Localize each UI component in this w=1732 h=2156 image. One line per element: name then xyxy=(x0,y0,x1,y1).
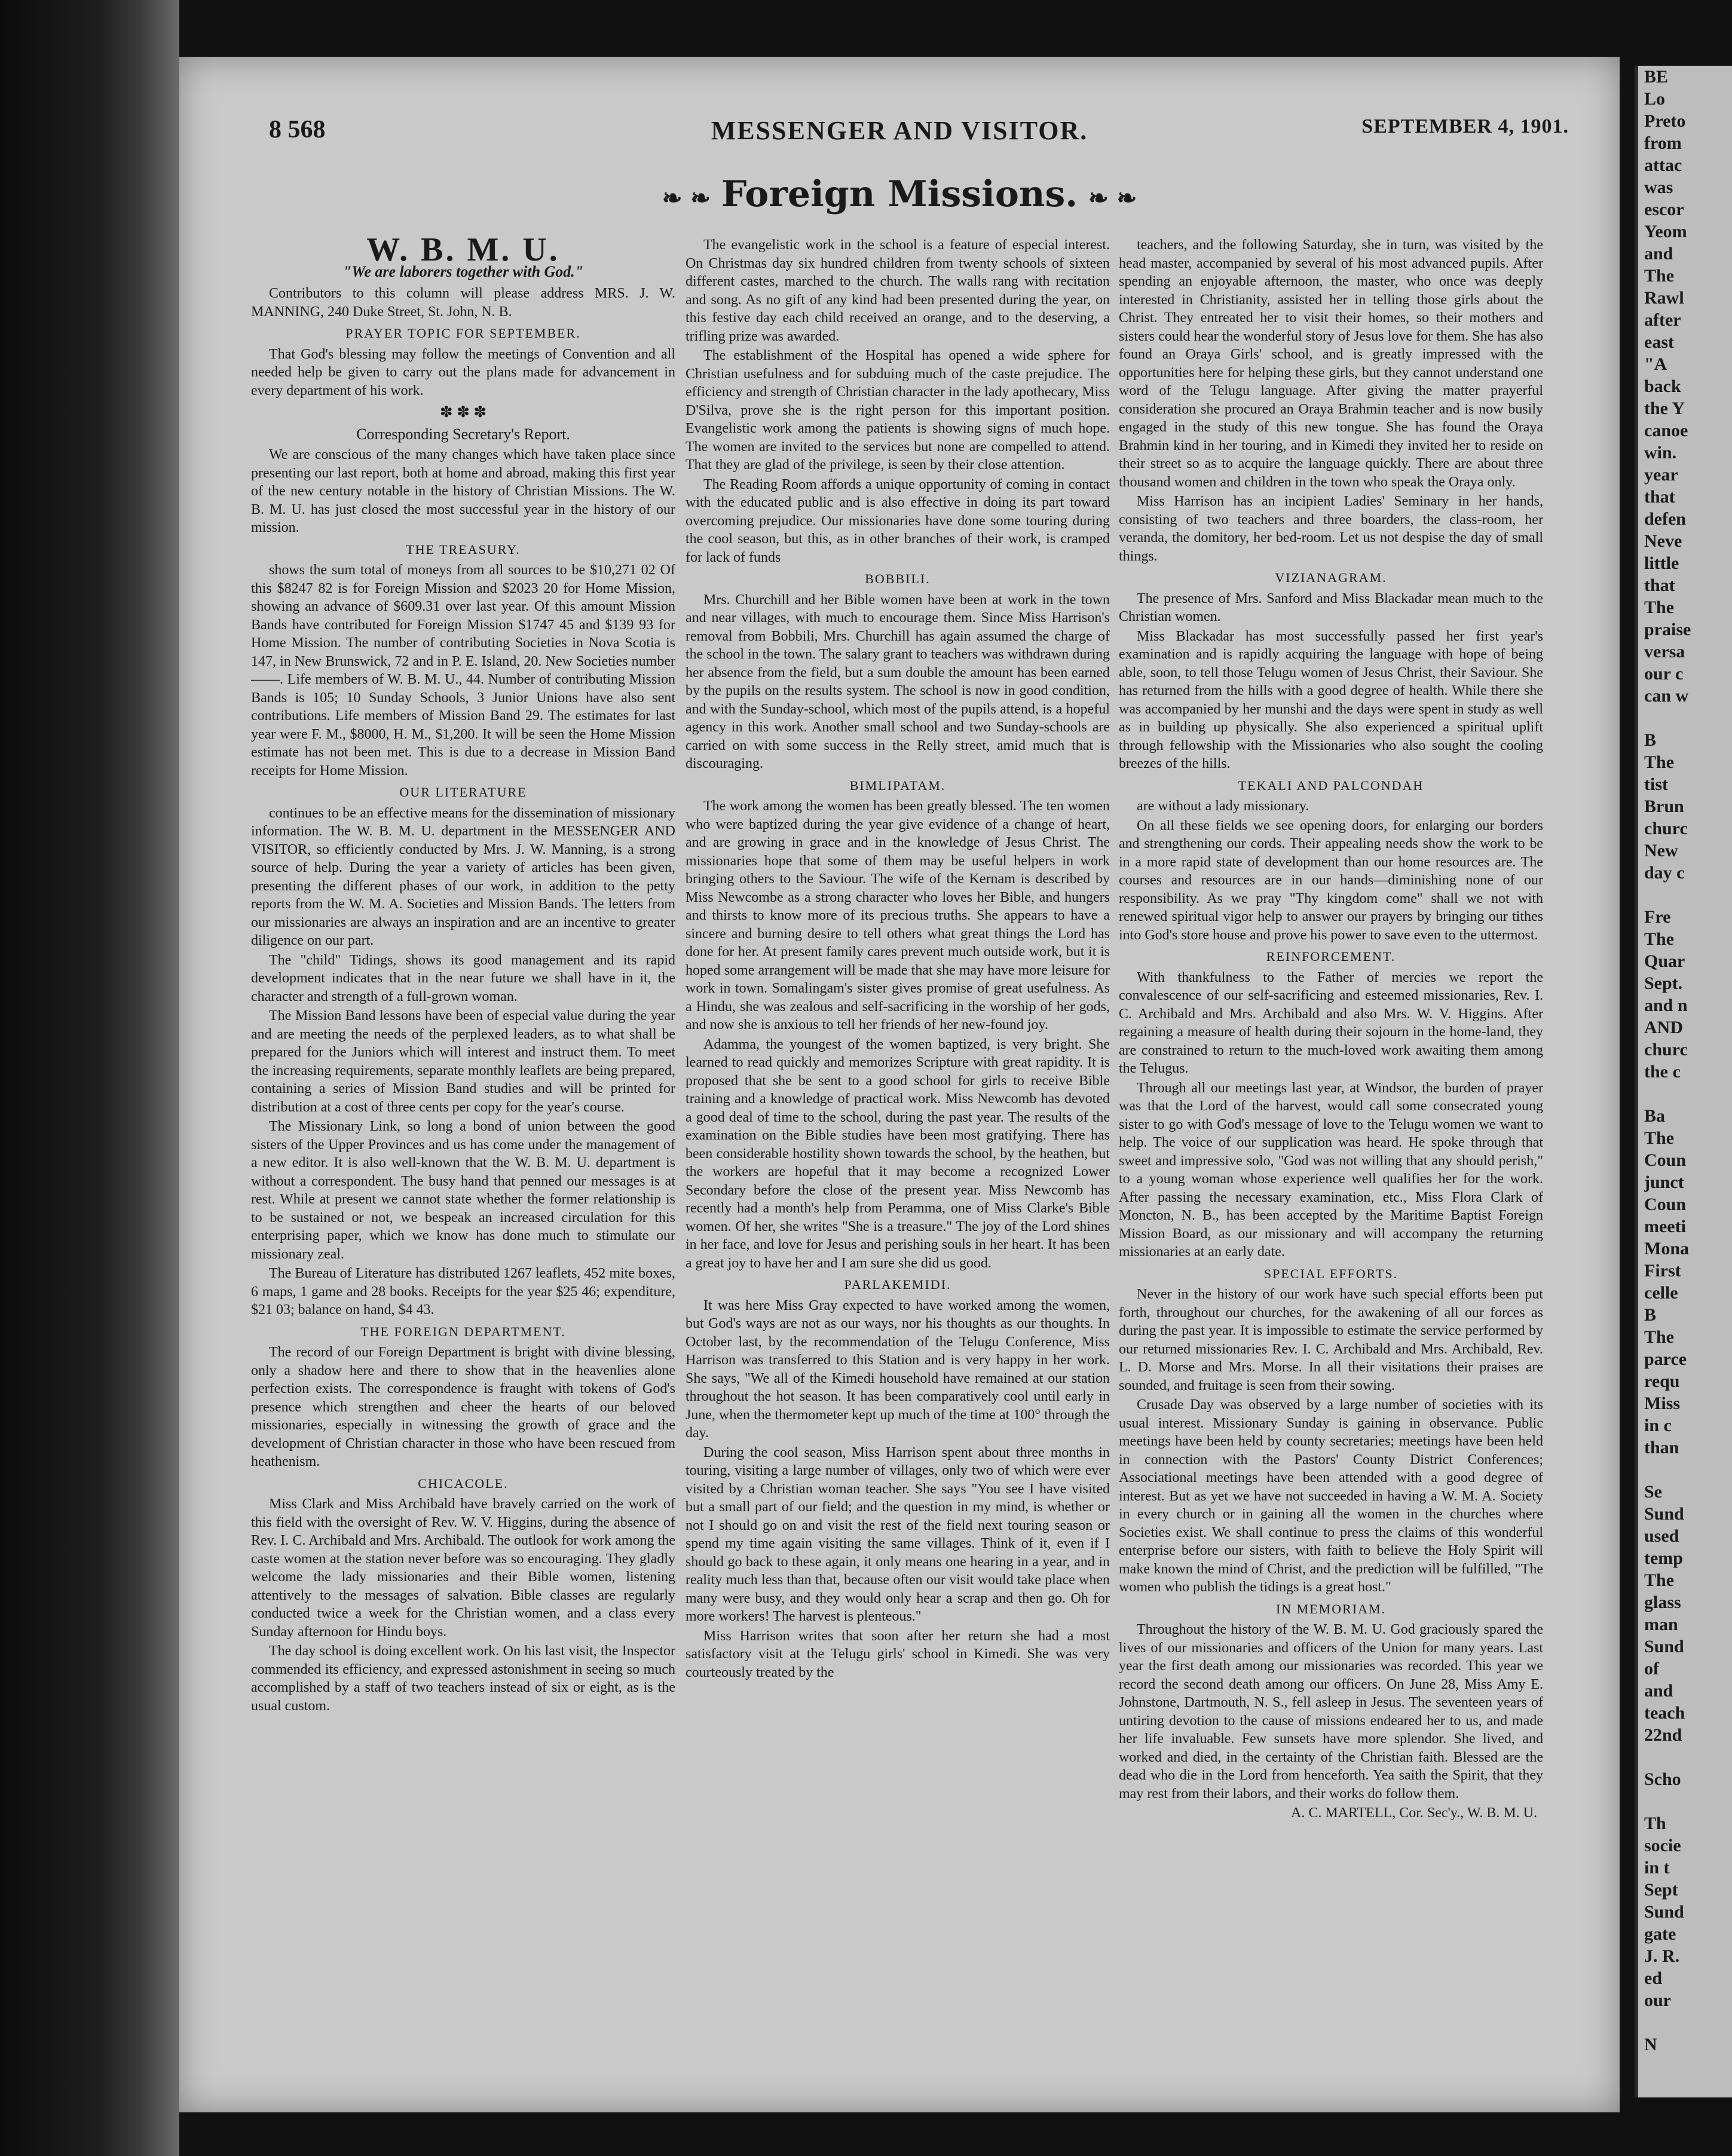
ornament-right-icon: ❧ ❧ xyxy=(1088,184,1137,212)
paragraph: The work among the women has been greatly blessed. The ten women who were baptized during the year give evidence of a change of heart, and are growing in grace and in the knowledge of Jesus Christ. The missionaries hope that some of them may be useful helpers in work bringing others to the Saviour. The wife of the Kernam is described by Miss Newcombe as a strong character who loves her Bible, and hungers and thirsts to know more of its precious truths. She appears to have a sincere and burning desire to tell others what great things the Lord has done for her. At present family cares prevent much outside work, but it is hoped some arrangement will be made that she may have more leisure for work in town. Somalingam's sister gives promise of great usefulness. As a Hindu, she was zealous and self-sacrificing in the worship of her gods, and now she is anxious to tell her friends of her new-found joy. xyxy=(686,798,1110,1033)
fragment-text: Sund xyxy=(1644,1902,1684,1922)
fragment-text: Sept. xyxy=(1644,973,1683,993)
paragraph: The Bureau of Literature has distributed 1267 leaflets, 452 mite boxes, 6 maps, 1 game and 28 books. Receipts for the year $25 46; expenditure, $21 03; balance on hand, $4 43. xyxy=(251,1266,675,1318)
paragraph: The day school is doing excellent work. On his last visit, the Inspector commended its efficiency, and expressed astonishment in seeing so much accomplished by a staff of two teachers instead of six or eight, as is the usual custom. xyxy=(251,1643,675,1714)
fragment-text: churc xyxy=(1644,1040,1688,1059)
fragment-text: AND xyxy=(1644,1018,1683,1037)
reinforcement-heading: REINFORCEMENT. xyxy=(1266,949,1396,964)
fragment-text: Coun xyxy=(1644,1150,1687,1170)
paragraph: Miss Blackadar has most successfully passed her first year's examination and is rapidly acquiring the language with hope of being able, soon, to tell those Telugu women of Jesus Christ, their Saviour. She has returned from the hills with a good degree of health. While there she was accompanied by her munshi and the days were spent in study as well as in building up physically. She also experienced a spiritual uplift through fellowship with the Missionaries who also sought the cooling breezes of the hills. xyxy=(1119,628,1543,771)
paragraph: Miss Harrison writes that soon after her return she had a most satisfactory visit at the Telugu girls' school in Kimedi. She was very courteously treated by the xyxy=(686,1628,1110,1680)
fragment-text: First xyxy=(1644,1261,1681,1281)
fragment-text: Sept xyxy=(1644,1880,1678,1900)
fragment-text: and n xyxy=(1644,996,1688,1015)
wbmu-heading: W. B. M. U. xyxy=(366,236,560,268)
fragment-text: can w xyxy=(1644,686,1689,706)
contributors-note: Contributors to this column will please address MRS. J. W. MANNING, 240 Duke Street, St. John, N. B. xyxy=(251,286,675,320)
fragment-text: Preto xyxy=(1644,111,1686,131)
paragraph: During the cool season, Miss Harrison spent about three months in touring, visiting a large number of villages, only two of which were ever visited by a Christian woman teacher. She says "You see I have visited but a small part of our field; and the question in my mind, is whether or not I should go on and visit the rest of the field next touring season or spend my time again visiting the same villages. Think of it, even if I should go back to these again, it only means one hearing in a year, and in reality much less than that, because often our visit would take place when many were busy, and they would only hear a scrap and then go. Oh for more workers! The harvest is plenteous." xyxy=(686,1444,1110,1624)
fragment-text xyxy=(1638,1459,1732,1481)
paragraph: The establishment of the Hospital has opened a wide sphere for Christian usefulness and for subduing much of the caste prejudice. The efficiency and strength of Christian character in the lady apothecary, Miss D'Silva, prove she is the right person for this important position. Evangelistic work among the patients is showing signs of much hope. The women are invited to the services but none are compelled to attend. That they are glad of the privilege, is seen by their close attention. xyxy=(686,348,1110,473)
fragment-text: was xyxy=(1644,177,1673,197)
fragment-text xyxy=(1638,1083,1732,1105)
fragment-text: B xyxy=(1644,730,1657,750)
fragment-text: year xyxy=(1644,465,1678,485)
paragraph: continues to be an effective means for the dissemination of missionary information. The W. B. M. U. department in the MESSENGER AND VISITOR, so efficiently conducted by Mrs. J. W. Manning, is a strong source of help. During the year a variety of articles has been given, presenting the different phases of our work, in addition to the petty reports from the W. M. A. Societies and Mission Bands. The letters from our missionaries are always an inspiration and are an incentive to greater diligence on our part. xyxy=(251,805,675,948)
fragment-text: celle xyxy=(1644,1283,1678,1303)
fragment-text: versa xyxy=(1644,642,1685,662)
page-number: 8 568 xyxy=(269,116,326,143)
fragment-text: Yeom xyxy=(1644,222,1687,241)
paragraph: The evangelistic work in the school is a feature of especial interest. On Christmas day six hundred children from twenty schools of sixteen different castes, marched to the church. The walls rang with recitation and song. As no gift of any kind had been presented during the year, on this festive day each child received an orange, and to the deserving, a trifling prize was awarded. xyxy=(686,237,1110,344)
paragraph: Throughout the history of the W. B. M. U. God graciously spared the lives of our missionaries and officers of the Union for many years. Last year the first death among our missionaries was recorded. This year we record the second death among our officers. On June 28, Miss Amy E. Johnstone, Dartmouth, N. S., fell asleep in Jesus. The seventeen years of untiring devotion to the cause of missions endeared her to us, and made her life invaluable. Few sunsets have more splendor. She lived, and worked and died, in the certainty of the Christian faith. Blessed are the dead who die in the Lord from henceforth. Yea saith the Spirit, that they may rest from their labors, and their works do follow them. xyxy=(1119,1622,1543,1802)
paragraph: The record of our Foreign Department is bright with divine blessing, only a shadow here and there to show that in the heavenlies alone perfection exists. The correspondence is fraught with tokens of God's presence which strengthen and cheer the hearts of our beloved missionaries, especially in witnessing the growth of grace and the development of Christian character in those who have been rescued from heathenism. xyxy=(251,1345,675,1469)
fragment-text: used xyxy=(1644,1526,1679,1546)
fragment-text: meeti xyxy=(1644,1217,1686,1236)
fragment-text xyxy=(1638,884,1732,906)
paragraph: We are conscious of the many changes which have taken place since presenting our last report, both at home and abroad, making this first year of the new century notable in the history of Christian Missions. The W. B. M. U. has just closed the most successful year in the history of our mission. xyxy=(251,447,675,535)
foreign-department-heading: THE FOREIGN DEPARTMENT. xyxy=(360,1324,566,1339)
ornament-left-icon: ❧ ❧ xyxy=(662,184,711,212)
fragment-text: Brun xyxy=(1644,797,1684,816)
paragraph: Miss Harrison has an incipient Ladies' Seminary in her hands, consisting of two teachers and three boarders, the class-room, her veranda, the domitory, her bed-room. Let us not despise the day of small things. xyxy=(1119,494,1543,564)
fragment-text: the c xyxy=(1644,1062,1681,1082)
motto: "We are laborers together with God." xyxy=(342,262,584,280)
fragment-text xyxy=(1638,1790,1732,1812)
column-2 xyxy=(686,236,1110,2088)
fragment-text: our xyxy=(1644,1990,1671,2010)
paragraph: On all these fields we see opening doors, for enlarging our borders and strengthening our cords. Their appealing needs show the work to be in a more rapid state of development than our home resources are. The courses and resources are in our hands—diminishing none of our responsibility. As we pray "Thy kingdom come" shall we not with renewed spiritual vigor help to answer our prayers by bringing our tithes into God's store house and prove his power to save even to the uttermost. xyxy=(1119,817,1543,943)
signature: A. C. MARTELL, Cor. Sec'y., W. B. M. U. xyxy=(1290,1805,1537,1821)
fragment-text: churc xyxy=(1644,819,1688,838)
fragment-text: parce xyxy=(1644,1349,1687,1369)
fragment-text: Coun xyxy=(1644,1195,1687,1214)
section-title xyxy=(179,173,1620,215)
fragment-text: junct xyxy=(1644,1172,1684,1192)
section-title-text: Foreign Missions. xyxy=(721,173,1078,215)
fragment-text: J. R. xyxy=(1644,1946,1680,1966)
fragment-text: Sund xyxy=(1644,1637,1684,1656)
fragment-text xyxy=(1638,707,1732,729)
fragment-text: New xyxy=(1644,841,1678,860)
fragment-text: Neve xyxy=(1644,531,1682,551)
masthead: MESSENGER AND VISITOR. xyxy=(711,116,1088,145)
fragment-text: Quar xyxy=(1644,951,1685,971)
fragment-text: Ba xyxy=(1644,1106,1666,1126)
fragment-text: attac xyxy=(1644,155,1682,175)
adjacent-page-fragment xyxy=(1635,66,1732,2097)
paragraph: The Missionary Link, so long a bond of union between the good sisters of the Upper Provinces and us has come under the management of a new editor. It is also well-known that the W. B. M. U. department is without a correspondent. The busy hand that penned our messages is at rest. While at present we cannot state whether the former relationship is to be sustained or not, we bespeak an increased circulation for this enterprising paper, which we know has done much to stimulate our missionary zeal. xyxy=(251,1119,675,1262)
fragment-text: defen xyxy=(1644,509,1686,529)
special-efforts-heading: SPECIAL EFFORTS. xyxy=(1263,1266,1399,1281)
fragment-text: canoe xyxy=(1644,421,1688,440)
column-3 xyxy=(1119,236,1543,2088)
vizianagram-heading: VIZIANAGRAM. xyxy=(1275,570,1387,585)
paragraph: The Reading Room affords a unique opportunity of coming in contact with the educated public and is also effective in doing its part toward overcoming prejudice. Our missionaries have done some touring during the cool season, but this, as in other branches of their work, is cramped for lack of funds xyxy=(686,476,1110,565)
fragment-text: requ xyxy=(1644,1371,1680,1391)
fragment-text: Sund xyxy=(1644,1504,1684,1524)
fragment-text: the Y xyxy=(1644,399,1685,418)
fragment-text: Scho xyxy=(1644,1769,1681,1789)
fragment-text: escor xyxy=(1644,200,1684,219)
bimlipatam-heading: BIMLIPATAM. xyxy=(849,777,946,793)
page-header xyxy=(179,115,1620,163)
fragment-text: The xyxy=(1644,1327,1675,1347)
paragraph: Crusade Day was observed by a large number of societies with its usual interest. Missionary Sunday is gaining in observance. Public meetings have been held by county secretaries; meetings have been held in connection with the Pastors' County District Conferences; Associational meetings have been attended with a good degree of interest. But as yet we have not succeeded in having a W. M. A. Society in every church or in gaining all the women in the churches where Societies exist. We shall continue to press the claims of this wonderful enterprise before our sisters, with faith to believe the Holy Spirit will make known the mind of Christ, and the prediction will be fulfilled, "The women who publish the tidings is a great host." xyxy=(1119,1397,1543,1595)
report-heading: Corresponding Secretary's Report. xyxy=(356,425,570,443)
prayer-topic-heading: PRAYER TOPIC FOR SEPTEMBER. xyxy=(345,326,581,341)
prayer-topic: That God's blessing may follow the meetings of Convention and all needed help be given to carry out the plans made for advancement in every department of his work. xyxy=(251,346,675,399)
paragraph: Adamma, the youngest of the women baptized, is very bright. She learned to read quickly and memorizes Scripture with great rapidity. It is proposed that she be sent to a good school for girls to receive Bible training and a knowledge of practical work. Miss Newcomb has devoted a good deal of time to the school, during the past year. The results of the examination on the Bible studies have been most gratifying. There has been considerable hostility shown towards the school, by the heathen, but the workers are hopeful that it may become a recognized Lower Secondary before the close of the present year. Miss Newcomb has recently had a month's help from Peramma, one of Miss Clarke's Bible women. Of her, she writes "She is a treasure." The joy of the Lord shines in her face, and love for Jesus and perishing souls in her heart. It has been a great joy to have her and I am sure she did us good. xyxy=(686,1036,1110,1271)
fragment-text: The xyxy=(1644,266,1675,286)
fragment-text: Rawl xyxy=(1644,288,1684,308)
asterism-icon: ✽ ✽ ✽ xyxy=(439,403,487,421)
fragment-text: Th xyxy=(1644,1814,1666,1833)
fragment-text: win. xyxy=(1644,443,1677,463)
fragment-text: gate xyxy=(1644,1924,1676,1944)
fragment-text: BE xyxy=(1644,67,1669,87)
fragment-text: Se xyxy=(1644,1482,1662,1502)
in-memoriam-heading: IN MEMORIAM. xyxy=(1275,1601,1387,1616)
fragment-text: east xyxy=(1644,332,1674,352)
paragraph: The presence of Mrs. Sanford and Miss Blackadar mean much to the Christian women. xyxy=(1119,590,1543,624)
fragment-text: that xyxy=(1644,487,1675,507)
fragment-text: N xyxy=(1644,2035,1657,2054)
fragment-text: The xyxy=(1644,598,1675,617)
issue-date: SEPTEMBER 4, 1901. xyxy=(1361,115,1569,137)
bobbili-heading: BOBBILI. xyxy=(865,571,931,586)
fragment-text: from xyxy=(1644,133,1682,153)
fragment-text: The xyxy=(1644,752,1675,772)
fragment-text: temp xyxy=(1644,1548,1683,1568)
paragraph: The "child" Tidings, shows its good management and its rapid development indicates that in the near future we shall have in it, the character and strength of a full-grown woman. xyxy=(251,952,675,1004)
paragraph: With thankfulness to the Father of mercies we report the convalescence of our self-sacrificing and esteemed missionaries, Rev. I. C. Archibald and Mrs. Archibald and also Mrs. W. V. Higgins. After regaining a measure of health during their sojourn in the home-land, they are constrained to return to the much-loved work awaiting them among the Telugus. xyxy=(1119,969,1543,1076)
tekali-heading: TEKALI AND PALCONDAH xyxy=(1238,777,1424,793)
fragment-text: day c xyxy=(1644,863,1685,883)
fragment-text: Mona xyxy=(1644,1239,1689,1258)
fragment-text: and xyxy=(1644,1681,1673,1701)
newspaper-page xyxy=(179,57,1620,2112)
paragraph: teachers, and the following Saturday, she in turn, was visited by the head master, accompanied by several of his most advanced pupils. After spending an enjoyable afternoon, the master, who once was deeply interested in Christianity, assisted her in telling those girls about the Christ. They entreated her to visit their homes, so their mothers and sisters could hear the wonderful story of Jesus love for them. She has also found an Oraya Girls' school, and is greatly impressed with the opportunities here for helping these girls, but they cannot understand one word of the Telugu language. After giving the matter prayerful consideration she procured an Oraya Brahmin teacher and is now busily engaged in the study of this new tongue. She has found the Oraya Brahmin kind in her touring, and in Kimedi they invited her to reside on their street so as to acquire the language quickly. There are about three thousand women and children in the town who speak the Oraya only. xyxy=(1119,237,1543,490)
paragraph: It was here Miss Gray expected to have worked among the women, but God's ways are not as our ways, nor his thoughts as our thoughts. In October last, by the recommendation of the Telugu Conference, Miss Harrison was transferred to this Station and is very happy in her work. She says, "We all of the Kimedi household have remained at our station throughout the hot season. It has been comparatively cool until early in June, when the thermometer kept up much of the time at 100° through the day. xyxy=(686,1297,1110,1441)
treasury-heading: THE TREASURY. xyxy=(406,541,521,557)
column-1 xyxy=(251,236,675,2088)
paragraph: Miss Clark and Miss Archibald have bravely carried on the work of this field with the oversight of Rev. W. V. Higgins, during the absence of Rev. I. C. Archibald and Mrs. Archibald. The outlook for work among the caste women at the station never before was so encouraging. They gladly welcome the lady missionaries and their Bible women, listening attentively to the messages of salvation. Bible classes are regularly conducted twice a week for the Christian women, and a class every Sunday afternoon for Hindu boys. xyxy=(251,1496,675,1640)
fragment-text: praise xyxy=(1644,620,1691,639)
fragment-text: teach xyxy=(1644,1703,1685,1723)
fragment-text: B xyxy=(1644,1305,1657,1325)
fragment-text: glass xyxy=(1644,1592,1681,1612)
scanner-shadow-left xyxy=(0,0,179,2156)
fragment-text: Miss xyxy=(1644,1394,1680,1413)
fragment-text: and xyxy=(1644,244,1673,264)
fragment-text: Fre xyxy=(1644,907,1671,927)
fragment-text: little xyxy=(1644,553,1679,573)
fragment-text: man xyxy=(1644,1615,1678,1634)
fragment-text: after xyxy=(1644,310,1681,330)
fragment-text: The xyxy=(1644,929,1675,949)
paragraph: The Mission Band lessons have been of especial value during the year and are meeting the needs of the perplexed leaders, as to what shall be prepared for the Juniors which will interest and instruct them. To meet the increasing requirements, separate monthly leaflets are being prepared, containing a series of Mission Band studies and will be printed for distribution at a cost of three cents per copy for the year's course. xyxy=(251,1008,675,1115)
fragment-text: The xyxy=(1644,1128,1675,1148)
fragment-text: of xyxy=(1644,1659,1659,1679)
fragment-text: tist xyxy=(1644,774,1668,794)
paragraph: Through all our meetings last year, at Windsor, the burden of prayer was that the Lord of the harvest, would call some consecrated young sister to go with God's message of love to the Telugu women we want to help. The voice of our supplication was heard. He spoke through that sweet and impressive solo, "God was not willing that any should perish," to a young woman whose experience well qualifies her for the work. After passing the necessary examination, etc., Miss Flora Clark of Moncton, N. B., has been accepted by the Maritime Baptist Foreign Mission Board, as our missionary and will accompany the returning missionaries at an early date. xyxy=(1119,1080,1543,1260)
parlakemidi-heading: PARLAKEMIDI. xyxy=(844,1277,951,1292)
literature-heading: OUR LITERATURE xyxy=(399,785,527,800)
chicacole-heading: CHICACOLE. xyxy=(418,1475,509,1491)
paragraph: Never in the history of our work have such special efforts been put forth, throughout our churches, for the awakening of all our forces as during the past year. It is impossible to estimate the service performed by our returned missionaries Rev. I. C. Archibald and Mrs. Archibald, Rev. L. D. Morse and Mrs. Morse. In all their visitations their praises are sounded, and fruitage is seen from their sowing. xyxy=(1119,1287,1543,1394)
paragraph: shows the sum total of moneys from all sources to be $10,271 02 Of this $8247 82 is for Foreign Mission and $2023 20 for Home Mission, showing an advance of $609.31 over last year. Of this amount Mission Bands have contributed for Foreign Mission $1747 45 and $139 93 for Home Mission. The number of contributing Societies in Nova Scotia is 147, in New Brunswick, 72 and in P. E. Island, 20. New Societies number——. Life members of W. B. M. U., 44. Number of contributing Mission Bands is 105; 10 Sunday Schools, 3 Junior Unions have also sent contributions. Life members of Mission Band 29. The estimates for last year were F. M., $8000, H. M., $1,200. It will be seen the Home Mission estimate has not been met. This is due to a decrease in Mission Band receipts for Home Mission. xyxy=(251,562,675,779)
fragment-text xyxy=(1638,1746,1732,1768)
fragment-text: our c xyxy=(1644,664,1684,684)
fragment-text: 22nd xyxy=(1644,1725,1682,1745)
paragraph: are without a lady missionary. xyxy=(1137,798,1309,814)
fragment-text: in t xyxy=(1644,1858,1670,1878)
fragment-text: in c xyxy=(1644,1416,1672,1435)
fragment-text: The xyxy=(1644,1570,1675,1590)
fragment-text: Lo xyxy=(1644,89,1666,109)
fragment-text: back xyxy=(1644,376,1681,396)
fragment-text: ed xyxy=(1644,1968,1662,1988)
fragment-text xyxy=(1638,2011,1732,2034)
fragment-text: than xyxy=(1644,1438,1679,1457)
fragment-text: socie xyxy=(1644,1836,1681,1855)
fragment-text: that xyxy=(1644,575,1675,595)
paragraph: Mrs. Churchill and her Bible women have been at work in the town and near villages, with much to encourage them. Since Miss Harrison's removal from Bobbili, Mrs. Churchill has again assumed the charge of the school in the town. The salary grant to teachers was withdrawn during her absence from the field, but a sum double the amount has been earned by the pupils on the results system. The school is now in good condition, and with the Sunday-school, which most of the pupils attend, is a hopeful agency in this work. Another small school and two Sunday-schools are carried on with some success in the Relly street, amid much that is discouraging. xyxy=(686,592,1110,771)
fragment-text: "A xyxy=(1644,354,1667,374)
